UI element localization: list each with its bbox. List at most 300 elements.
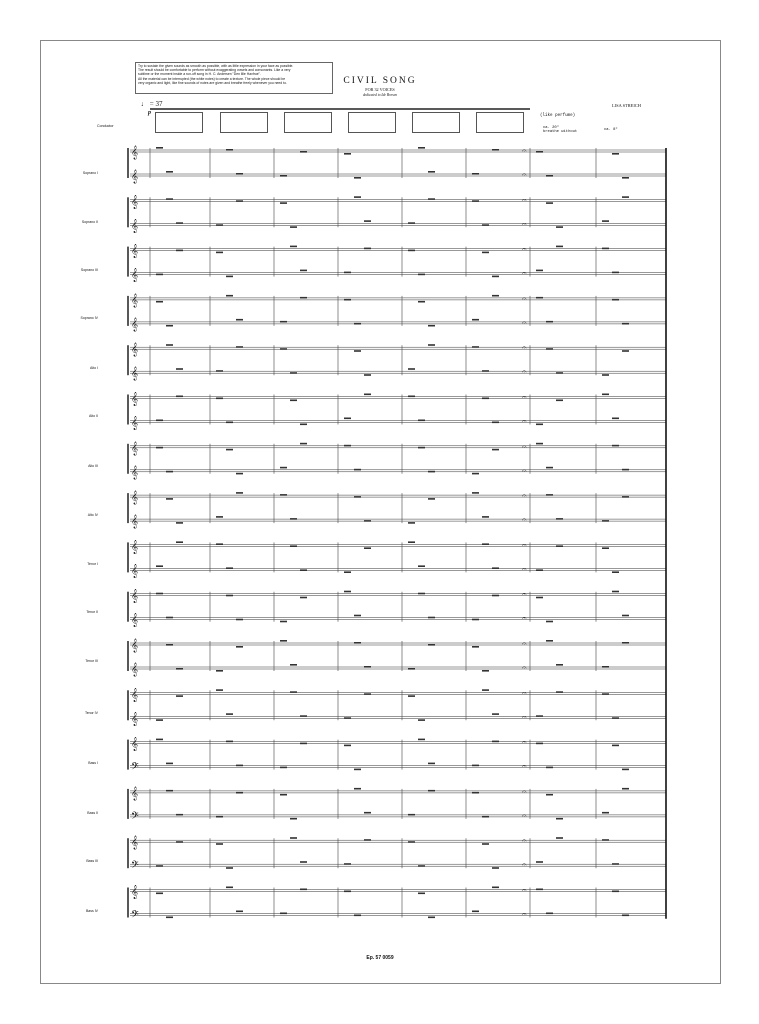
note-mark xyxy=(536,569,543,571)
fermata-icon: 𝄐 xyxy=(522,885,527,895)
note-mark xyxy=(536,715,543,717)
score-dedication: dedicated to Ide Borsen xyxy=(362,93,398,97)
treble-clef-icon: 𝄞 xyxy=(131,588,139,603)
note-mark xyxy=(216,252,223,254)
note-mark xyxy=(602,394,609,396)
note-mark xyxy=(156,739,163,741)
fermata-icon: 𝄐 xyxy=(522,317,527,327)
note-mark xyxy=(236,319,243,321)
note-mark xyxy=(354,323,361,325)
note-mark xyxy=(354,915,361,917)
note-mark xyxy=(236,492,243,494)
note-mark xyxy=(622,788,629,790)
note-mark xyxy=(536,297,543,299)
fermata-icon: 𝄐 xyxy=(522,367,527,377)
conductor-label: Conductor xyxy=(97,124,114,128)
note-mark xyxy=(546,913,553,915)
note-mark xyxy=(536,151,543,153)
note-mark xyxy=(602,220,609,222)
treble-clef-icon: 𝄞 xyxy=(131,514,139,529)
note-mark xyxy=(556,664,563,666)
note-mark xyxy=(472,911,479,913)
note-mark xyxy=(354,615,361,617)
note-mark xyxy=(344,418,351,420)
note-mark xyxy=(428,917,435,919)
note-mark xyxy=(546,494,553,496)
note-mark xyxy=(166,790,173,792)
note-mark xyxy=(622,915,629,917)
note-mark xyxy=(418,893,425,895)
note-mark xyxy=(176,396,183,398)
note-mark xyxy=(546,467,553,469)
note-mark xyxy=(354,642,361,644)
treble-clef-icon: 𝄞 xyxy=(131,267,139,282)
note-mark xyxy=(280,175,287,177)
note-mark xyxy=(546,621,553,623)
fermata-icon: 𝄐 xyxy=(522,540,527,550)
voice-label: Tenor III xyxy=(85,659,98,663)
note-mark xyxy=(612,272,619,274)
fermata-icon: 𝄐 xyxy=(522,909,527,919)
voice-label: Bass IV xyxy=(85,909,98,913)
note-mark xyxy=(176,368,183,370)
note-mark xyxy=(556,372,563,374)
voice-label: Soprano II xyxy=(81,220,98,224)
instruction-line: very organic and light, like fine sounds of notes are given and breathe freely whenever you need to. xyxy=(138,80,287,85)
treble-clef-icon: 𝄞 xyxy=(131,366,139,381)
note-mark xyxy=(622,496,629,498)
note-mark xyxy=(418,739,425,741)
note-mark xyxy=(226,741,233,743)
note-mark xyxy=(300,443,307,445)
note-mark xyxy=(344,591,351,593)
note-mark xyxy=(602,520,609,522)
note-mark xyxy=(300,861,307,863)
note-mark xyxy=(156,301,163,303)
annotation-like-perfume: (like perfume) xyxy=(540,114,576,118)
instruction-line: sublime or the moment inside a run-off song in H. C. Andersen "Den lille Havfrue". xyxy=(138,72,261,77)
fermata-icon: 𝄐 xyxy=(522,564,527,574)
note-mark xyxy=(300,424,307,426)
note-mark xyxy=(472,646,479,648)
note-mark xyxy=(622,769,629,771)
note-mark xyxy=(492,867,499,869)
fermata-icon: 𝄐 xyxy=(522,810,527,820)
note-mark xyxy=(300,270,307,272)
note-mark xyxy=(602,839,609,841)
note-mark xyxy=(364,520,371,522)
note-mark xyxy=(280,767,287,769)
fermata-icon: 𝄐 xyxy=(522,416,527,426)
bass-clef-icon: 𝄢 xyxy=(131,908,139,923)
fermata-icon: 𝄐 xyxy=(522,589,527,599)
note-mark xyxy=(176,841,183,843)
note-mark xyxy=(408,368,415,370)
note-mark xyxy=(166,498,173,500)
note-mark xyxy=(622,196,629,198)
note-mark xyxy=(428,198,435,200)
note-mark xyxy=(236,346,243,348)
note-mark xyxy=(156,593,163,595)
fermata-icon: 𝄐 xyxy=(522,465,527,475)
note-mark xyxy=(290,837,297,839)
note-mark xyxy=(492,741,499,743)
note-mark xyxy=(546,202,553,204)
note-mark xyxy=(354,769,361,771)
note-mark xyxy=(300,743,307,745)
note-mark xyxy=(428,344,435,346)
note-mark xyxy=(216,543,223,545)
note-mark xyxy=(556,246,563,248)
note-mark xyxy=(602,666,609,668)
note-mark xyxy=(536,597,543,599)
note-mark xyxy=(300,151,307,153)
voice-label: Alto IV xyxy=(87,513,98,517)
note-mark xyxy=(176,541,183,543)
annotation-duration: ca. 20" xyxy=(543,126,559,130)
note-mark xyxy=(556,545,563,547)
note-mark xyxy=(344,891,351,893)
note-mark xyxy=(556,818,563,820)
note-mark xyxy=(482,543,489,545)
note-mark xyxy=(290,818,297,820)
note-mark xyxy=(622,350,629,352)
note-mark xyxy=(226,149,233,151)
note-mark xyxy=(216,689,223,691)
note-mark xyxy=(166,763,173,765)
note-mark xyxy=(344,299,351,301)
note-mark xyxy=(418,147,425,149)
note-mark xyxy=(236,200,243,202)
note-mark xyxy=(216,516,223,518)
note-mark xyxy=(612,591,619,593)
fermata-icon: 𝄐 xyxy=(522,836,527,846)
note-mark xyxy=(344,571,351,573)
voice-label: Alto III xyxy=(88,464,98,468)
note-mark xyxy=(156,447,163,449)
annotation-breath: breathe without xyxy=(543,130,578,135)
note-mark xyxy=(364,394,371,396)
note-mark xyxy=(492,422,499,424)
fermata-icon: 𝄐 xyxy=(522,491,527,501)
treble-clef-icon: 𝄞 xyxy=(131,563,139,578)
note-mark xyxy=(472,765,479,767)
note-mark xyxy=(428,498,435,500)
note-mark xyxy=(290,226,297,228)
note-mark xyxy=(418,593,425,595)
note-mark xyxy=(482,370,489,372)
note-mark xyxy=(290,246,297,248)
note-mark xyxy=(176,522,183,524)
note-mark xyxy=(156,893,163,895)
note-mark xyxy=(472,619,479,621)
note-mark xyxy=(602,248,609,250)
voice-label: Bass II xyxy=(87,811,98,815)
note-mark xyxy=(612,745,619,747)
fermata-icon: 𝄐 xyxy=(522,268,527,278)
note-mark xyxy=(536,424,543,426)
treble-clef-icon: 𝄞 xyxy=(131,539,139,554)
tempo-marking: ♩ = 37 xyxy=(141,100,163,108)
note-mark xyxy=(418,565,425,567)
treble-clef-icon: 𝄞 xyxy=(131,243,139,258)
note-mark xyxy=(482,816,489,818)
note-mark xyxy=(492,449,499,451)
note-mark xyxy=(176,250,183,252)
note-mark xyxy=(556,400,563,402)
note-mark xyxy=(226,276,233,278)
treble-clef-icon: 𝄞 xyxy=(131,711,139,726)
voice-label: Soprano III xyxy=(80,268,98,272)
note-mark xyxy=(166,325,173,327)
treble-clef-icon: 𝄞 xyxy=(131,884,139,899)
voice-label: Bass III xyxy=(86,859,98,863)
note-mark xyxy=(602,547,609,549)
voice-label: Alto I xyxy=(90,366,98,370)
fermata-icon: 𝄐 xyxy=(522,688,527,698)
note-mark xyxy=(226,595,233,597)
note-mark xyxy=(418,865,425,867)
treble-clef-icon: 𝄞 xyxy=(131,391,139,406)
fermata-icon: 𝄐 xyxy=(522,786,527,796)
note-mark xyxy=(176,814,183,816)
note-mark xyxy=(612,571,619,573)
note-mark xyxy=(408,814,415,816)
fermata-icon: 𝄐 xyxy=(522,170,527,179)
note-mark xyxy=(364,248,371,250)
instruction-line: All the material can be interrupted (the white notes) to create a texture. The whole piece should be xyxy=(138,76,286,81)
note-mark xyxy=(482,516,489,518)
treble-clef-icon: 𝄞 xyxy=(131,687,139,702)
note-mark xyxy=(428,790,435,792)
note-mark xyxy=(418,274,425,276)
treble-clef-icon: 𝄞 xyxy=(131,440,139,455)
bass-clef-icon: 𝄢 xyxy=(131,809,139,824)
note-mark xyxy=(236,765,243,767)
voice-label: Soprano I xyxy=(82,171,98,175)
note-mark xyxy=(216,670,223,672)
voice-label: Tenor II xyxy=(86,610,98,614)
note-mark xyxy=(492,887,499,889)
note-mark xyxy=(226,295,233,297)
note-mark xyxy=(612,891,619,893)
treble-clef-icon: 𝄞 xyxy=(131,194,139,209)
treble-clef-icon: 𝄞 xyxy=(131,638,139,652)
note-mark xyxy=(216,224,223,226)
note-mark xyxy=(408,222,415,224)
treble-clef-icon: 𝄞 xyxy=(131,316,139,331)
note-mark xyxy=(226,449,233,451)
note-mark xyxy=(556,691,563,693)
treble-clef-icon: 𝄞 xyxy=(131,145,139,159)
fermata-icon: 𝄐 xyxy=(522,219,527,229)
fermata-icon: 𝄐 xyxy=(522,515,527,525)
note-mark xyxy=(536,861,543,863)
score-subtitle: FOR 32 VOICES xyxy=(365,87,395,92)
note-mark xyxy=(364,374,371,376)
note-mark xyxy=(300,715,307,717)
note-mark xyxy=(166,471,173,473)
bass-clef-icon: 𝄢 xyxy=(131,760,139,775)
note-mark xyxy=(344,153,351,155)
fermata-icon: 𝄐 xyxy=(522,195,527,205)
note-mark xyxy=(622,177,629,179)
note-mark xyxy=(536,270,543,272)
note-mark xyxy=(344,717,351,719)
note-mark xyxy=(408,396,415,398)
note-mark xyxy=(408,250,415,252)
note-mark xyxy=(156,274,163,276)
note-mark xyxy=(354,788,361,790)
note-mark xyxy=(472,200,479,202)
note-mark xyxy=(492,595,499,597)
note-mark xyxy=(492,295,499,297)
note-mark xyxy=(556,226,563,228)
note-mark xyxy=(364,839,371,841)
note-mark xyxy=(556,837,563,839)
note-mark xyxy=(612,863,619,865)
note-mark xyxy=(418,447,425,449)
treble-clef-icon: 𝄞 xyxy=(131,292,139,307)
note-mark xyxy=(602,374,609,376)
fermata-icon: 𝄐 xyxy=(522,860,527,870)
note-mark xyxy=(428,171,435,173)
note-mark xyxy=(622,469,629,471)
note-mark xyxy=(236,619,243,621)
note-mark xyxy=(408,541,415,543)
fermata-icon: 𝄐 xyxy=(522,146,527,155)
treble-clef-icon: 𝄞 xyxy=(131,218,139,233)
note-mark xyxy=(408,668,415,670)
page-footer: Ep. 57 0059 xyxy=(366,955,394,961)
note-mark xyxy=(364,666,371,668)
note-mark xyxy=(612,153,619,155)
voice-label: Tenor I xyxy=(87,562,98,566)
note-mark xyxy=(612,445,619,447)
score-title: CIVIL SONG xyxy=(343,76,417,86)
note-mark xyxy=(236,646,243,648)
note-mark xyxy=(482,252,489,254)
note-mark xyxy=(156,420,163,422)
note-mark xyxy=(166,917,173,919)
note-mark xyxy=(216,816,223,818)
note-mark xyxy=(290,545,297,547)
note-mark xyxy=(428,325,435,327)
note-mark xyxy=(280,621,287,623)
note-mark xyxy=(408,522,415,524)
treble-clef-icon: 𝄞 xyxy=(131,169,139,183)
note-mark xyxy=(546,348,553,350)
note-mark xyxy=(482,670,489,672)
fermata-icon: 𝄐 xyxy=(522,712,527,722)
treble-clef-icon: 𝄞 xyxy=(131,464,139,479)
note-mark xyxy=(236,792,243,794)
fermata-icon: 𝄐 xyxy=(522,613,527,623)
note-mark xyxy=(280,348,287,350)
dynamic-marking: p xyxy=(148,110,151,116)
note-mark xyxy=(166,617,173,619)
note-mark xyxy=(492,567,499,569)
note-mark xyxy=(166,198,173,200)
note-mark xyxy=(612,418,619,420)
note-mark xyxy=(428,644,435,646)
note-mark xyxy=(166,644,173,646)
note-mark xyxy=(280,321,287,323)
note-mark xyxy=(364,693,371,695)
note-mark xyxy=(612,717,619,719)
note-mark xyxy=(472,792,479,794)
voice-label: Alto II xyxy=(89,414,98,418)
note-mark xyxy=(418,301,425,303)
fermata-icon: 𝄐 xyxy=(522,244,527,254)
fermata-icon: 𝄐 xyxy=(522,293,527,303)
note-mark xyxy=(472,492,479,494)
note-mark xyxy=(408,695,415,697)
note-mark xyxy=(556,518,563,520)
bass-clef-icon: 𝄢 xyxy=(131,859,139,874)
treble-clef-icon: 𝄞 xyxy=(131,612,139,627)
note-mark xyxy=(216,843,223,845)
note-mark xyxy=(472,473,479,475)
note-mark xyxy=(280,640,287,642)
note-mark xyxy=(344,445,351,447)
fermata-icon: 𝄐 xyxy=(522,663,527,672)
note-mark xyxy=(344,272,351,274)
note-mark xyxy=(418,719,425,721)
note-mark xyxy=(482,224,489,226)
note-mark xyxy=(216,398,223,400)
note-mark xyxy=(280,202,287,204)
note-mark xyxy=(280,494,287,496)
note-mark xyxy=(482,398,489,400)
note-mark xyxy=(156,865,163,867)
note-mark xyxy=(622,615,629,617)
note-mark xyxy=(290,691,297,693)
note-mark xyxy=(622,642,629,644)
fermata-icon: 𝄐 xyxy=(522,737,527,747)
note-mark xyxy=(536,743,543,745)
note-mark xyxy=(482,843,489,845)
note-mark xyxy=(156,565,163,567)
note-mark xyxy=(492,713,499,715)
note-mark xyxy=(612,299,619,301)
note-mark xyxy=(354,196,361,198)
fermata-icon: 𝄐 xyxy=(522,343,527,353)
note-mark xyxy=(300,569,307,571)
note-mark xyxy=(472,319,479,321)
note-mark xyxy=(364,220,371,222)
note-mark xyxy=(472,173,479,175)
instruction-line: The result should be comfortable to perform without exaggerating vowels and consonants. Like a very xyxy=(138,68,291,73)
note-mark xyxy=(290,518,297,520)
note-mark xyxy=(280,913,287,915)
fermata-icon: 𝄐 xyxy=(522,392,527,402)
note-mark xyxy=(602,812,609,814)
note-mark xyxy=(176,668,183,670)
note-mark xyxy=(226,867,233,869)
note-mark xyxy=(546,767,553,769)
voice-label: Soprano IV xyxy=(80,316,98,320)
note-mark xyxy=(156,719,163,721)
note-mark xyxy=(300,889,307,891)
note-mark xyxy=(176,695,183,697)
annotation-ca8: ca. 8" xyxy=(604,128,618,132)
instruction-line: Try to sustain the given sounds as smooth as possible, with as little expression in your face as possible. xyxy=(138,64,294,68)
note-mark xyxy=(290,664,297,666)
note-mark xyxy=(290,372,297,374)
note-mark xyxy=(226,887,233,889)
note-mark xyxy=(226,567,233,569)
